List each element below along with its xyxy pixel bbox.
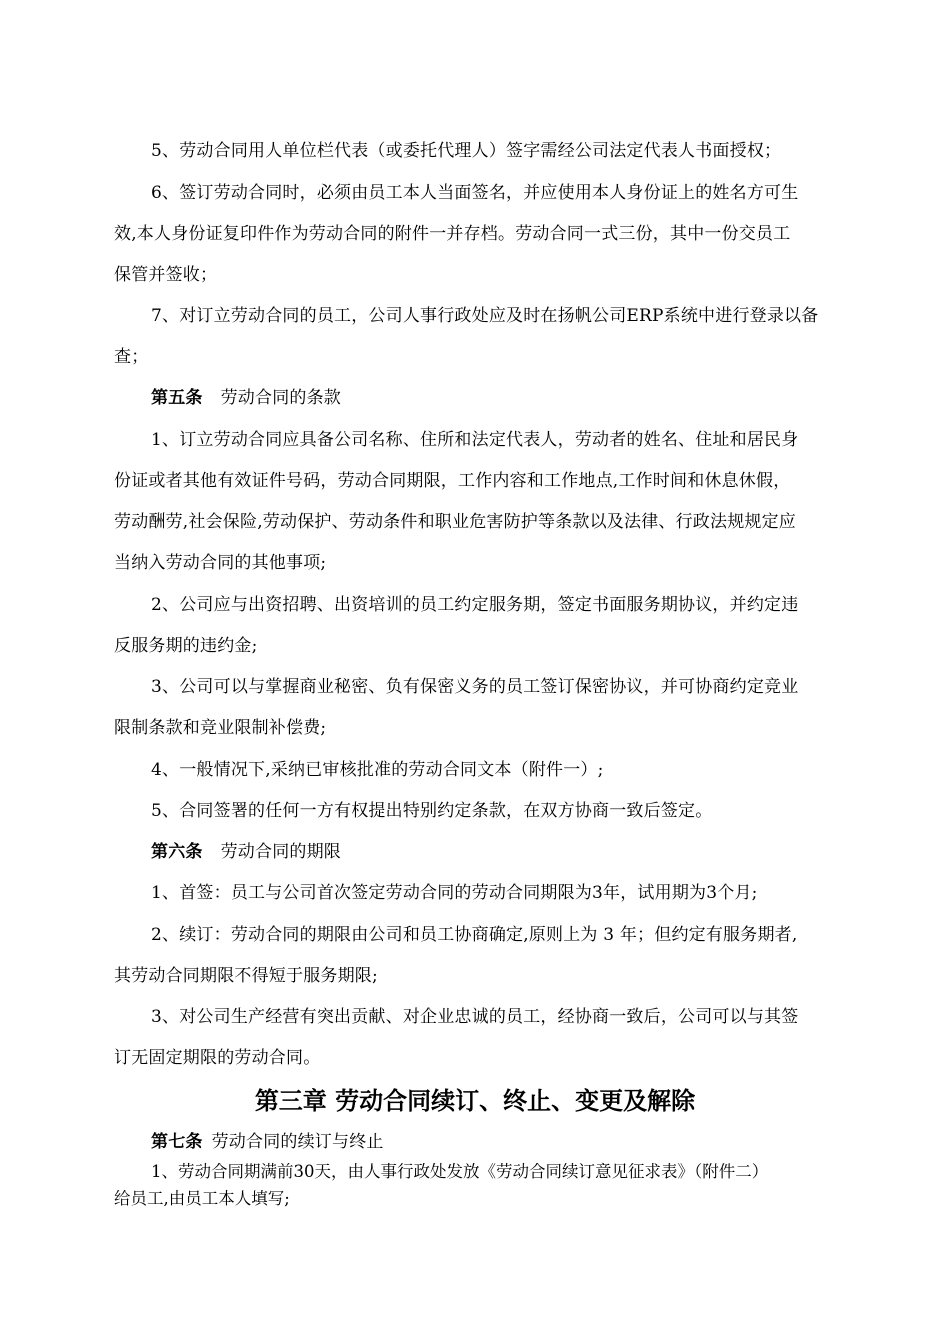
paragraph-line: 1、订立劳动合同应具备公司名称、住所和法定代表人，劳动者的姓名、住址和居民身	[151, 430, 799, 450]
paragraph-line: 1、首签：员工与公司首次签定劳动合同的劳动合同期限为3年，试用期为3个月;	[151, 883, 758, 903]
paragraph-line: 当纳入劳动合同的其他事项;	[114, 553, 327, 573]
article-heading	[151, 842, 921, 862]
article-heading	[151, 1132, 921, 1152]
paragraph-line: 限制条款和竞业限制补偿费;	[114, 718, 327, 738]
paragraph-line: 6、签订劳动合同时，必须由员工本人当面签名，并应使用本人身份证上的姓名方可生	[151, 183, 799, 203]
article-title: 劳动合同的条款	[220, 388, 342, 408]
paragraph-line: 5、劳动合同用人单位栏代表（或委托代理人）签字需经公司法定代表人书面授权；	[151, 141, 782, 161]
paragraph-line: 3、公司可以与掌握商业秘密、负有保密义务的员工签订保密协议，并可协商约定竞业	[151, 677, 799, 697]
paragraph-line: 反服务期的违约金;	[114, 636, 258, 656]
paragraph-line: 保管并签收；	[114, 265, 218, 285]
paragraph-line: 效,本人身份证复印件作为劳动合同的附件一并存档。劳动合同一式三份，其中一份交员工	[114, 224, 791, 244]
paragraph-line: 1、劳动合同期满前30天，由人事行政处发放《劳动合同续订意见征求表》（附件二）	[151, 1162, 769, 1181]
paragraph-line: 查；	[114, 347, 149, 367]
article-heading	[151, 388, 921, 408]
paragraph-line: 订无固定期限的劳动合同。	[114, 1048, 321, 1068]
article-label: 第六条	[151, 842, 203, 862]
paragraph-line: 5、合同签署的任何一方有权提出特别约定条款，在双方协商一致后签定。	[151, 801, 713, 821]
paragraph-line: 3、对公司生产经营有突出贡献、对企业忠诚的员工，经协商一致后，公司可以与其签	[151, 1007, 799, 1027]
paragraph-line: 4、一般情况下,采纳已审核批准的劳动合同文本（附件一）;	[151, 760, 604, 780]
paragraph-line: 7、对订立劳动合同的员工，公司人事行政处应及时在扬帆公司ERP系统中进行登录以备	[151, 306, 819, 326]
paragraph-line: 给员工,由员工本人填写;	[114, 1189, 290, 1208]
paragraph-line: 2、续订：劳动合同的期限由公司和员工协商确定,原则上为 3 年；但约定有服务期者,	[151, 925, 798, 945]
chapter-heading: 第三章 劳动合同续订、终止、变更及解除	[254, 1086, 696, 1115]
article-title: 劳动合同的期限	[220, 842, 342, 862]
article-label: 第七条	[151, 1132, 203, 1152]
paragraph-line: 劳动酬劳,社会保险,劳动保护、劳动条件和职业危害防护等条款以及法律、行政法规规定应	[114, 512, 797, 532]
paragraph-line: 份证或者其他有效证件号码，劳动合同期限，工作内容和工作地点,工作时间和休息休假，	[114, 471, 791, 491]
paragraph-line: 2、公司应与出资招聘、出资培训的员工约定服务期，签定书面服务期协议，并约定违	[151, 595, 799, 615]
article-label: 第五条	[151, 388, 203, 408]
article-title: 劳动合同的续订与终止	[211, 1132, 384, 1152]
paragraph-line: 其劳动合同期限不得短于服务期限;	[114, 966, 378, 986]
